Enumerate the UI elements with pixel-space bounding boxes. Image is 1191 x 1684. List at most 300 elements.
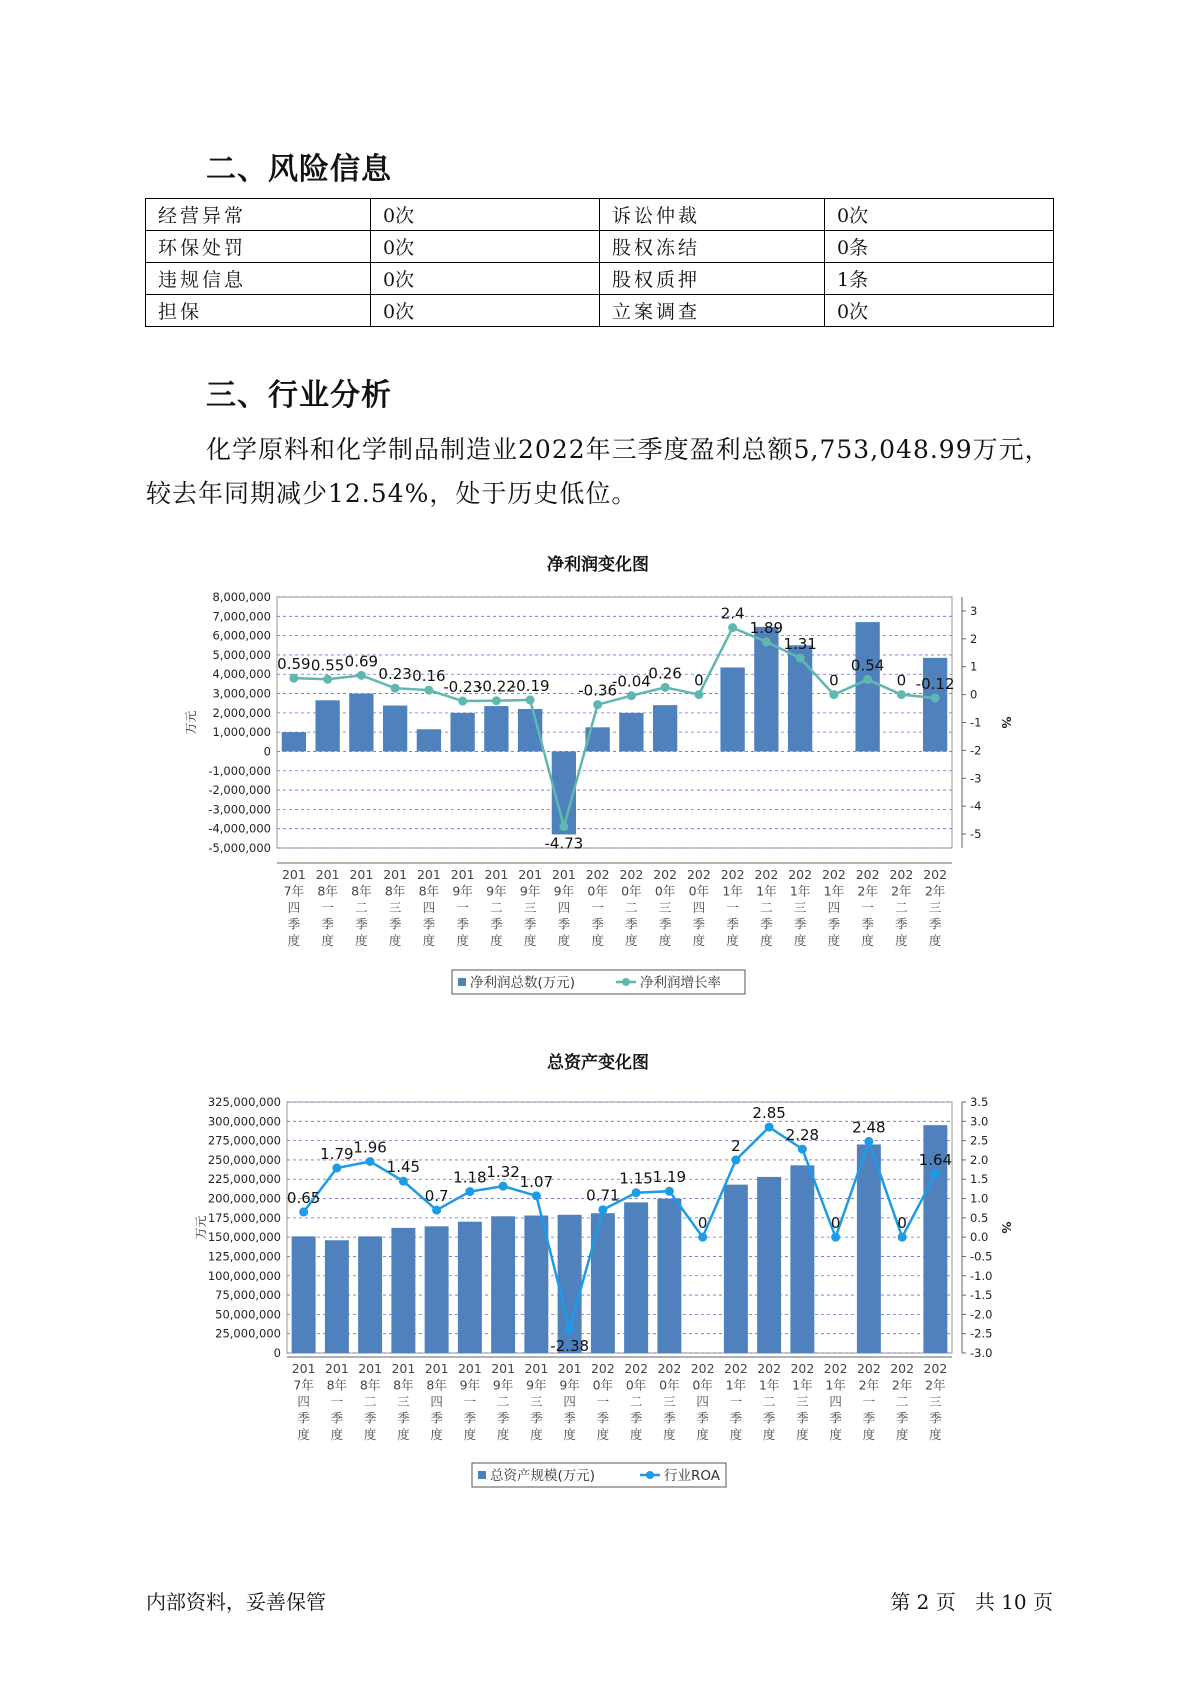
x-tick-label: 1年 xyxy=(792,1377,813,1393)
x-tick-label: 二 xyxy=(496,1394,510,1409)
x-tick-label: 季 xyxy=(895,916,908,932)
risk-label-cell: 担保 xyxy=(146,295,371,327)
data-label: 0 xyxy=(830,1214,841,1233)
section-heading-industry: 三、行业分析 xyxy=(206,378,392,413)
x-tick-label: 四 xyxy=(829,1394,842,1409)
x-tick-label: 季 xyxy=(629,1410,643,1426)
x-tick-label: 8年 xyxy=(426,1377,447,1393)
line-point xyxy=(931,693,940,702)
y-tick-label: 75,000,000 xyxy=(215,1288,281,1303)
x-tick-label: 9年 xyxy=(486,883,507,899)
x-tick-label: 度 xyxy=(563,1427,576,1442)
line-point xyxy=(565,1325,574,1334)
x-tick-label: 1年 xyxy=(758,1377,780,1393)
x-tick-label: 度 xyxy=(793,933,807,948)
x-tick-label: 季 xyxy=(363,1410,377,1426)
bar xyxy=(315,700,339,751)
y2-tick-label: -3.0 xyxy=(970,1346,993,1360)
x-tick-label: 季 xyxy=(663,1410,676,1426)
x-tick-label: 202 xyxy=(823,1361,848,1376)
line-point xyxy=(526,695,535,704)
line-point xyxy=(432,1206,441,1215)
x-tick-label: 四 xyxy=(287,900,301,915)
data-label: 1.89 xyxy=(749,618,784,637)
x-tick-label: 0年 xyxy=(692,1377,713,1393)
data-label: 1.32 xyxy=(486,1163,520,1182)
x-tick-label: 季 xyxy=(760,916,773,932)
x-tick-label: 度 xyxy=(663,1427,676,1442)
legend-line-label: 行业ROA xyxy=(664,1468,721,1484)
bar xyxy=(491,1216,515,1353)
y-tick-label: 7,000,000 xyxy=(212,609,271,624)
line-point xyxy=(424,686,433,695)
x-tick-label: 季 xyxy=(796,1410,809,1426)
y-tick-label: -2,000,000 xyxy=(208,783,271,798)
x-tick-label: 度 xyxy=(726,933,739,948)
data-label: 0.16 xyxy=(412,667,446,686)
data-label: 1.31 xyxy=(783,635,817,654)
line-point xyxy=(728,623,737,632)
x-tick-label: 一 xyxy=(726,900,739,915)
data-label: 2.48 xyxy=(852,1118,886,1137)
x-tick-label: 201 xyxy=(358,1361,383,1376)
y-axis-label: 万元 xyxy=(194,1215,208,1240)
x-tick-label: 二 xyxy=(363,1394,377,1409)
y-tick-label: -1,000,000 xyxy=(208,763,271,778)
x-tick-label: 度 xyxy=(388,933,402,948)
y2-tick-label: 2.5 xyxy=(970,1133,989,1148)
x-tick-label: 0年 xyxy=(587,883,608,899)
x-tick-label: 一 xyxy=(729,1394,743,1409)
line-point xyxy=(931,1169,940,1178)
x-tick-label: 201 xyxy=(450,867,475,882)
x-tick-label: 季 xyxy=(496,1410,510,1426)
line-point xyxy=(864,1137,873,1146)
x-tick-label: 度 xyxy=(490,933,503,948)
data-label: 1.64 xyxy=(918,1150,953,1169)
x-tick-label: 202 xyxy=(821,867,846,882)
x-tick-label: 202 xyxy=(657,1361,682,1376)
y-tick-label: 25,000,000 xyxy=(215,1326,281,1341)
line-point xyxy=(458,697,467,706)
table-row xyxy=(146,199,1054,231)
risk-value-cell: 0条 xyxy=(825,231,1054,263)
x-tick-label: 度 xyxy=(557,933,571,948)
x-tick-label: 2年 xyxy=(857,883,878,899)
x-tick-label: 季 xyxy=(793,916,807,932)
x-tick-label: 季 xyxy=(287,916,301,932)
x-tick-label: 0年 xyxy=(592,1377,614,1393)
x-tick-label: 度 xyxy=(692,933,706,948)
x-tick-label: 度 xyxy=(861,933,874,948)
x-tick-label: 季 xyxy=(422,916,436,932)
legend-line-marker xyxy=(646,1471,654,1479)
risk-value-cell: 0次 xyxy=(825,199,1054,231)
y-axis-label: 万元 xyxy=(184,710,198,735)
x-tick-label: 202 xyxy=(757,1361,782,1376)
x-tick-label: 9年 xyxy=(452,883,473,899)
x-tick-label: 0年 xyxy=(659,1377,680,1393)
x-tick-label: 202 xyxy=(585,867,610,882)
line-point xyxy=(698,1233,707,1242)
x-tick-label: 四 xyxy=(297,1394,310,1409)
x-tick-label: 7年 xyxy=(293,1377,314,1393)
x-tick-label: 二 xyxy=(895,1394,909,1409)
x-tick-label: 202 xyxy=(690,1361,715,1376)
data-label: 1.18 xyxy=(453,1168,487,1187)
y-tick-label: 5,000,000 xyxy=(212,647,271,662)
risk-value-cell: 0次 xyxy=(371,231,600,263)
x-tick-label: 度 xyxy=(363,1427,377,1442)
y-tick-label: -5,000,000 xyxy=(208,841,271,855)
x-tick-label: 度 xyxy=(591,933,604,948)
bar xyxy=(458,1222,482,1353)
x-tick-label: 季 xyxy=(729,1410,743,1426)
x-tick-label: 四 xyxy=(827,900,841,915)
y-tick-label: 325,000,000 xyxy=(207,1095,281,1109)
data-label: 2.28 xyxy=(785,1126,820,1145)
total-assets-chart xyxy=(0,1080,1191,1530)
x-tick-label: 9年 xyxy=(519,883,541,899)
x-tick-label: 202 xyxy=(889,867,914,882)
x-tick-label: 度 xyxy=(895,1427,909,1442)
x-tick-label: 202 xyxy=(890,1361,915,1376)
data-label: 0.23 xyxy=(378,665,412,684)
industry-analysis-paragraph xyxy=(146,428,1066,516)
x-tick-label: 季 xyxy=(563,1410,576,1426)
line-point xyxy=(898,1233,907,1242)
risk-label-cell: 环保处罚 xyxy=(146,231,371,263)
x-tick-label: 季 xyxy=(658,916,672,932)
y-tick-label: 275,000,000 xyxy=(207,1133,281,1148)
line-point xyxy=(731,1155,740,1164)
line-point xyxy=(323,675,332,684)
footer-page-number: 第 2 页 共 10 页 xyxy=(890,1590,1053,1614)
x-tick-label: 度 xyxy=(629,1427,643,1442)
bar xyxy=(524,1216,548,1353)
legend-bar-label: 净利润总数(万元) xyxy=(470,975,576,991)
y-tick-label: 3,000,000 xyxy=(212,686,271,701)
x-tick-label: 季 xyxy=(692,916,706,932)
line-point xyxy=(829,690,838,699)
x-tick-label: 季 xyxy=(726,916,739,932)
y2-tick-label: 1 xyxy=(970,659,978,674)
bar xyxy=(923,658,947,752)
x-tick-label: 度 xyxy=(430,1427,443,1442)
x-tick-label: 度 xyxy=(397,1427,410,1442)
data-label: 0.71 xyxy=(586,1186,620,1205)
x-tick-label: 度 xyxy=(929,1427,942,1442)
y-tick-label: 125,000,000 xyxy=(207,1249,281,1264)
x-tick-label: 季 xyxy=(430,1410,443,1426)
legend-line-marker xyxy=(622,978,630,986)
data-label: 1.79 xyxy=(320,1145,354,1164)
x-tick-label: 0年 xyxy=(625,1377,647,1393)
data-label: 0 xyxy=(697,1214,708,1233)
x-tick-label: 季 xyxy=(523,916,537,932)
x-tick-label: 季 xyxy=(827,916,841,932)
x-tick-label: 7年 xyxy=(283,883,305,899)
x-tick-label: 度 xyxy=(760,933,773,948)
x-tick-label: 8年 xyxy=(317,883,338,899)
y-tick-label: -3,000,000 xyxy=(208,802,271,817)
x-tick-label: 季 xyxy=(321,916,334,932)
x-tick-label: 一 xyxy=(463,1394,477,1409)
bar xyxy=(653,705,677,751)
data-label: 0.26 xyxy=(648,664,682,683)
x-tick-label: 季 xyxy=(530,1410,543,1426)
bar xyxy=(855,622,879,751)
y2-tick-label: 3.5 xyxy=(970,1095,989,1109)
x-tick-label: 度 xyxy=(330,1427,344,1442)
bar xyxy=(358,1236,382,1353)
x-tick-label: 四 xyxy=(557,900,571,915)
x-tick-label: 202 xyxy=(624,1361,649,1376)
line-point xyxy=(598,1205,607,1214)
x-tick-label: 三 xyxy=(793,900,807,915)
line-point xyxy=(627,691,636,700)
line-point xyxy=(289,674,298,683)
line-point xyxy=(762,637,771,646)
bar xyxy=(292,1236,316,1353)
x-tick-label: 1年 xyxy=(823,883,845,899)
x-tick-label: 度 xyxy=(796,1427,809,1442)
data-label: 1.15 xyxy=(619,1169,653,1188)
x-tick-label: 201 xyxy=(524,1361,549,1376)
x-tick-label: 201 xyxy=(315,867,340,882)
x-tick-label: 四 xyxy=(692,900,706,915)
risk-value-cell: 0次 xyxy=(371,295,600,327)
x-tick-label: 一 xyxy=(321,900,334,915)
data-label: 1.45 xyxy=(386,1158,421,1177)
data-label: -0.22 xyxy=(476,677,516,696)
line-point xyxy=(332,1164,341,1173)
x-tick-label: 202 xyxy=(686,867,711,882)
x-tick-label: 三 xyxy=(928,900,942,915)
line-point xyxy=(357,671,366,680)
risk-value-cell: 0次 xyxy=(371,199,600,231)
x-tick-label: 一 xyxy=(862,1394,876,1409)
x-tick-label: 季 xyxy=(355,916,368,932)
data-label: 0 xyxy=(896,671,907,690)
y2-tick-label: -3 xyxy=(970,771,982,786)
x-tick-label: 二 xyxy=(490,900,503,915)
x-tick-label: 202 xyxy=(788,867,813,882)
x-tick-label: 三 xyxy=(929,1394,942,1409)
line-point xyxy=(665,1187,674,1196)
y2-tick-label: -4 xyxy=(970,799,982,814)
x-tick-label: 三 xyxy=(530,1394,543,1409)
x-tick-label: 季 xyxy=(591,916,604,932)
bar xyxy=(857,1144,881,1353)
line-point xyxy=(632,1188,641,1197)
section-heading-risk: 二、风险信息 xyxy=(206,152,392,187)
x-tick-label: 201 xyxy=(491,1361,516,1376)
x-tick-label: 度 xyxy=(862,1427,876,1442)
x-tick-label: 8年 xyxy=(384,883,406,899)
x-tick-label: 季 xyxy=(895,1410,909,1426)
bar xyxy=(790,1165,814,1353)
data-label: 0 xyxy=(694,671,704,690)
table-row xyxy=(146,295,1054,327)
data-label: -0.36 xyxy=(578,681,618,700)
footer-confidential-note: 内部资料，妥善保管 xyxy=(146,1590,326,1614)
data-label: 0.69 xyxy=(344,652,379,671)
y2-tick-label: 0.5 xyxy=(970,1210,989,1225)
x-tick-label: 度 xyxy=(422,933,436,948)
y2-tick-label: -5 xyxy=(970,827,982,842)
line-point xyxy=(661,683,670,692)
line-point xyxy=(765,1123,774,1132)
x-tick-label: 一 xyxy=(330,1394,344,1409)
y2-tick-label: -2.5 xyxy=(970,1326,993,1341)
x-tick-label: 0年 xyxy=(654,883,676,899)
line-point xyxy=(863,675,872,684)
x-tick-label: 度 xyxy=(523,933,537,948)
risk-value-cell: 1条 xyxy=(825,263,1054,295)
x-tick-label: 度 xyxy=(297,1427,310,1442)
x-tick-label: 二 xyxy=(760,900,773,915)
line-point xyxy=(299,1208,308,1217)
bar xyxy=(724,1185,748,1353)
y2-axis-label: % xyxy=(999,1221,1013,1234)
data-label: -0.19 xyxy=(510,676,550,695)
y2-tick-label: 1.5 xyxy=(970,1172,989,1187)
x-tick-label: 202 xyxy=(855,867,880,882)
data-label: 1.96 xyxy=(353,1138,387,1157)
x-tick-label: 二 xyxy=(762,1394,776,1409)
line-point xyxy=(492,696,501,705)
x-tick-label: 二 xyxy=(355,900,368,915)
x-tick-label: 季 xyxy=(862,1410,876,1426)
x-tick-label: 9年 xyxy=(559,1377,580,1393)
x-tick-label: 202 xyxy=(619,867,644,882)
x-tick-label: 季 xyxy=(557,916,571,932)
x-tick-label: 季 xyxy=(861,916,874,932)
x-tick-label: 季 xyxy=(297,1410,310,1426)
x-tick-label: 度 xyxy=(355,933,368,948)
risk-value-cell: 0次 xyxy=(825,295,1054,327)
x-tick-label: 度 xyxy=(928,933,942,948)
x-tick-label: 8年 xyxy=(351,883,372,899)
bar xyxy=(757,1177,781,1353)
x-tick-label: 度 xyxy=(762,1427,776,1442)
x-tick-label: 度 xyxy=(658,933,672,948)
legend-line-label: 净利润增长率 xyxy=(640,975,721,991)
x-tick-label: 2年 xyxy=(891,883,912,899)
bar xyxy=(425,1226,449,1353)
table-row xyxy=(146,263,1054,295)
x-tick-label: 度 xyxy=(530,1427,543,1442)
x-tick-label: 201 xyxy=(349,867,374,882)
data-label: 1.07 xyxy=(519,1172,554,1191)
data-label: 0 xyxy=(897,1214,907,1233)
data-label: -2.38 xyxy=(550,1337,590,1356)
x-tick-label: 季 xyxy=(463,1410,477,1426)
bar xyxy=(484,706,508,751)
line-point xyxy=(391,684,400,693)
bar xyxy=(450,713,474,752)
data-label: 0.55 xyxy=(310,656,345,675)
data-label: -0.12 xyxy=(915,674,955,693)
line-point xyxy=(499,1182,508,1191)
data-label: 0.54 xyxy=(850,656,885,675)
chart-title-net-profit: 净利润变化图 xyxy=(547,555,649,575)
y2-tick-label: 3.0 xyxy=(970,1114,989,1129)
x-tick-label: 三 xyxy=(397,1394,410,1409)
line-point xyxy=(831,1233,840,1242)
x-tick-label: 四 xyxy=(696,1394,709,1409)
chart-title-total-assets: 总资产变化图 xyxy=(547,1053,649,1073)
line-point xyxy=(694,690,703,699)
industry-analysis-text: 化学原料和化学制品制造业2022年三季度盈利总额5,753,048.99万元，较去年同期减少12.54%，处于历史低位。 xyxy=(146,435,1051,508)
x-tick-label: 202 xyxy=(723,1361,748,1376)
x-tick-label: 202 xyxy=(923,867,948,882)
x-tick-label: 一 xyxy=(591,900,604,915)
y2-tick-label: 0 xyxy=(970,687,978,702)
x-tick-label: 201 xyxy=(291,1361,316,1376)
x-tick-label: 202 xyxy=(754,867,779,882)
bar xyxy=(624,1202,648,1353)
y2-tick-label: 1.0 xyxy=(970,1191,989,1206)
y2-tick-label: 2.0 xyxy=(970,1152,989,1167)
x-tick-label: 度 xyxy=(496,1427,510,1442)
line-point xyxy=(593,700,602,709)
risk-label-cell: 经营异常 xyxy=(146,199,371,231)
y2-tick-label: -1 xyxy=(970,715,982,730)
y2-tick-label: -1.0 xyxy=(970,1268,993,1283)
y-tick-label: 200,000,000 xyxy=(207,1191,281,1206)
table-row xyxy=(146,231,1054,263)
x-tick-label: 0年 xyxy=(688,883,710,899)
y-tick-label: -4,000,000 xyxy=(208,821,271,836)
x-tick-label: 201 xyxy=(484,867,509,882)
x-tick-label: 度 xyxy=(456,933,469,948)
y2-tick-label: -1.5 xyxy=(970,1288,993,1303)
risk-label-cell: 诉讼仲裁 xyxy=(600,199,825,231)
x-tick-label: 季 xyxy=(490,916,503,932)
x-tick-label: 201 xyxy=(457,1361,482,1376)
x-tick-label: 9年 xyxy=(492,1377,514,1393)
line-point xyxy=(798,1145,807,1154)
x-tick-label: 201 xyxy=(416,867,441,882)
bar xyxy=(391,1228,415,1353)
risk-label-cell: 立案调查 xyxy=(600,295,825,327)
risk-label-cell: 违规信息 xyxy=(146,263,371,295)
data-label: 0.59 xyxy=(277,655,311,674)
x-tick-label: 8年 xyxy=(418,883,440,899)
x-tick-label: 度 xyxy=(321,933,334,948)
x-tick-label: 季 xyxy=(456,916,469,932)
y-tick-label: 225,000,000 xyxy=(207,1172,281,1187)
x-tick-label: 8年 xyxy=(393,1377,414,1393)
x-tick-label: 201 xyxy=(424,1361,449,1376)
x-tick-label: 度 xyxy=(625,933,638,948)
bar xyxy=(383,706,407,752)
x-tick-label: 201 xyxy=(383,867,408,882)
y-tick-label: 2,000,000 xyxy=(212,705,271,720)
y-tick-label: 6,000,000 xyxy=(212,628,271,643)
legend-bar-label: 总资产规模(万元) xyxy=(490,1468,596,1484)
x-tick-label: 三 xyxy=(663,1394,676,1409)
line-point xyxy=(532,1191,541,1200)
y2-tick-label: -2.0 xyxy=(970,1307,993,1322)
y2-tick-label: 0.0 xyxy=(970,1230,989,1245)
x-tick-label: 2年 xyxy=(925,1377,946,1393)
y-tick-label: 0 xyxy=(273,1346,281,1360)
x-tick-label: 二 xyxy=(625,900,638,915)
x-tick-label: 1年 xyxy=(756,883,777,899)
